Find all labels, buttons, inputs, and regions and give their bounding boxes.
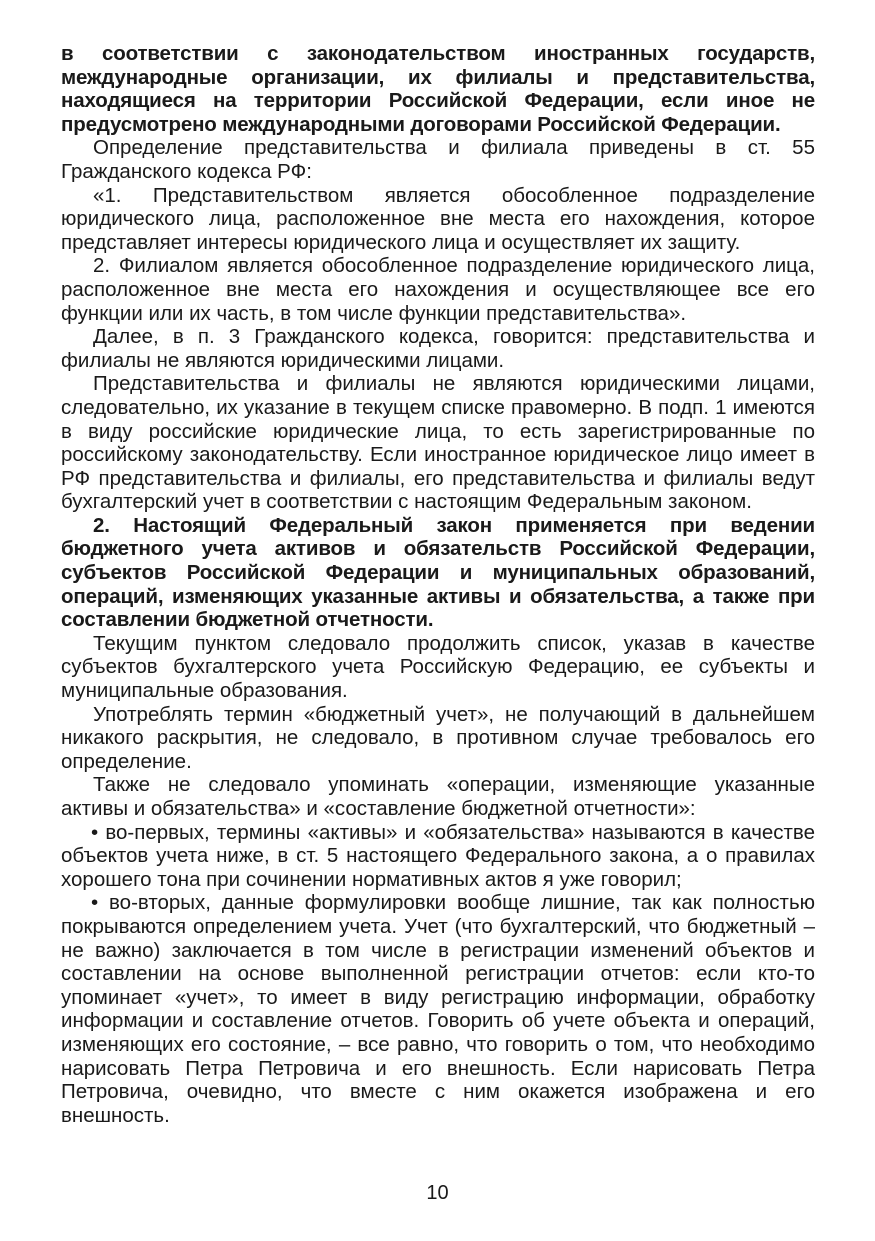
paragraph: Определение представительства и филиала приведены в ст. 55 Гражданского кодекса РФ: — [61, 136, 815, 183]
quote-paragraph: «1. Представительством является обособленное подразделение юридического лица, расположенное вне места его нахождения, которое представляет интересы юридического лица и осуществляет их защиту. — [61, 183, 815, 254]
paragraph: Текущим пунктом следовало продолжить список, указав в качестве субъектов бухгалтерского учета Российскую Федерацию, ее субъекты и муниципальные образования. — [61, 631, 815, 703]
bold-continuation-paragraph: в соответствии с законодательством иностранных государств, международные организации, их филиалы и представительства, находящиеся на территории Российской Федерации, если иное не предусмотрено международными договорами Российской Федерации. — [61, 42, 815, 136]
document-body — [61, 42, 815, 1127]
paragraph: Также не следовало упоминать «операции, изменяющие указанные активы и обязательства» и «составление бюджетной отчетности»: — [61, 773, 815, 820]
bullet-item: • во-вторых, данные формулировки вообще лишние, так как полностью покрываются определением учета. Учет (что бухгалтерский, что бюджетный – не важно) заключается в том числе в регистрации изменений объектов и составлении на основе выполненной регистрации отчетов: если кто-то упоминает «учет», то имеет в виду регистрацию информации, обработку информации и составление отчетов. Говорить об учете объекта и операций, изменяющих его состояние, – все равно, что говорить о том, что необходимо нарисовать Петра Петровича и его внешность. Если нарисовать Петра Петровича, очевидно, что вместе с ним окажется изображена и его внешность. — [61, 891, 815, 1127]
paragraph: Далее, в п. 3 Гражданского кодекса, говорится: представительства и филиалы не являются юридическими лицами. — [61, 325, 815, 372]
quote-paragraph: 2. Филиалом является обособленное подразделение юридического лица, расположенное вне места его нахождения и осуществляющее все его функции или их часть, в том числе функции представительства». — [61, 254, 815, 325]
page-number: 10 — [426, 1182, 449, 1204]
law-clause-paragraph: 2. Настоящий Федеральный закон применяется при ведении бюджетного учета активов и обязательств Российской Федерации, субъектов Российской Федерации и муниципальных образований, операций, изменяющих указанные активы и обязательства, а также при составлении бюджетной отчетности. — [61, 513, 815, 632]
bullet-item: • во-первых, термины «активы» и «обязательства» называются в качестве объектов учета ниже, в ст. 5 настоящего Федерального закона, а о правилах хорошего тона при сочинении нормативных актов я уже говорил; — [61, 820, 815, 891]
paragraph: Представительства и филиалы не являются юридическими лицами, следовательно, их указание в текущем списке правомерно. В подп. 1 имеются в виду российские юридические лица, то есть зарегистрированные по российскому законодательству. Если иностранное юридическое лицо имеет в РФ представительства и филиалы, его представительства и филиалы ведут бухгалтерский учет в соответствии с настоящим Федеральным законом. — [61, 372, 815, 514]
paragraph: Употреблять термин «бюджетный учет», не получающий в дальнейшем никакого раскрытия, не следовало, в противном случае требовалось его определение. — [61, 702, 815, 773]
